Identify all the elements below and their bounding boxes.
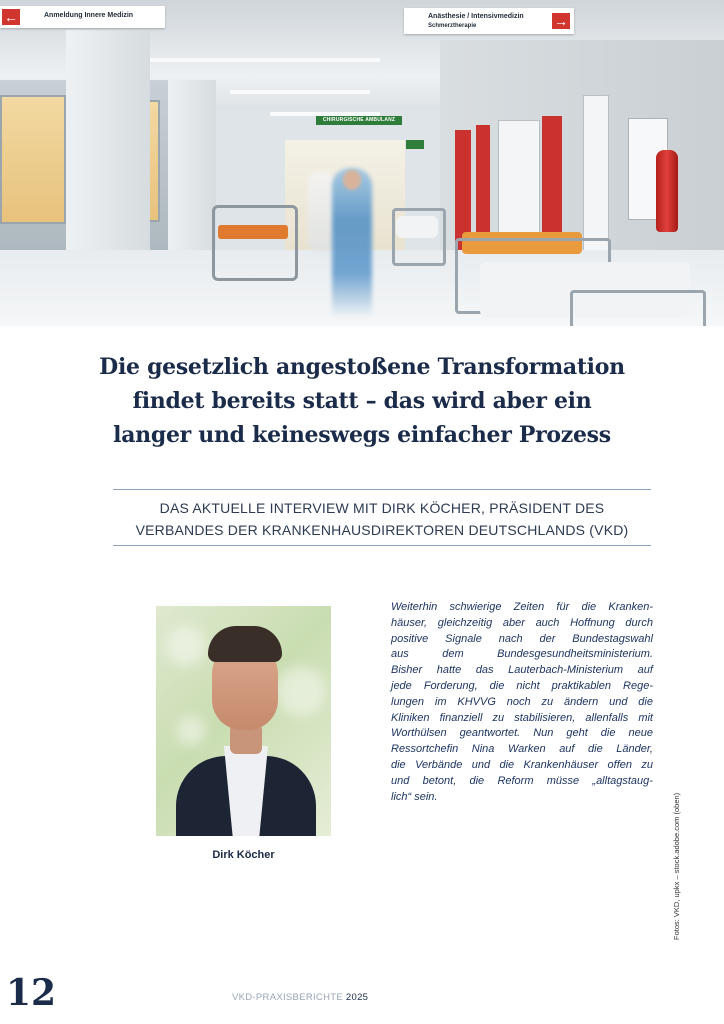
hospital-bed: [570, 290, 706, 326]
ceiling-light: [230, 90, 370, 94]
article-subtitle: [100, 497, 664, 541]
intro-line: Bisher hatte das Lauterbach-Ministerium auf: [391, 664, 653, 677]
publication-name: VKD-PRAXISBERICHTE: [232, 992, 346, 1003]
ceiling-light: [150, 58, 380, 62]
intro-line: lich“ sein.: [391, 790, 438, 803]
intro-line: positive Signale nach der Bundestagswahl: [391, 632, 653, 645]
mattress: [396, 216, 438, 238]
headline-line: Die gesetzlich angestoßene Transformation: [99, 354, 625, 380]
subtitle-line: VERBANDES DER KRANKENHAUSDIREKTOREN DEUTSCHLANDS (VKD): [135, 522, 629, 538]
portrait-photo: [156, 606, 331, 836]
blurred-nurse-head: [343, 170, 361, 190]
subtitle-line: DAS AKTUELLE INTERVIEW MIT DIRK KÖCHER, PRÄSIDENT DES: [159, 500, 605, 516]
intro-line: Kliniken finanziell zu stabilisieren, allenfalls mit: [391, 711, 653, 724]
blurred-person: [308, 172, 334, 252]
door-panel: [498, 120, 540, 237]
portrait-hair: [208, 626, 282, 662]
bokeh: [166, 626, 206, 666]
intro-line: und betont, die Reform müsse „alltagstaug-: [391, 774, 653, 787]
intro-line: Worthülsen geantwortet. Nun geht die neue: [391, 727, 653, 740]
ambulance-sign: CHIRURGISCHE AMBULANZ: [316, 116, 402, 125]
subtitle-rule-bottom: [113, 545, 651, 546]
intro-line: Ressortchefin Nina Warken auf die Länder,: [391, 743, 653, 756]
article-headline: [62, 350, 662, 452]
headline-line: findet bereits statt – das wird aber ein: [132, 388, 592, 414]
portrait-caption: Dirk Köcher: [212, 849, 275, 861]
trolley: [212, 205, 298, 281]
arrow-left-icon: ←: [4, 9, 18, 25]
intro-line: häuser, gleichzeitig aber auch Hoffnung durch: [391, 616, 653, 629]
sign-sublabel: Schmerztherapie: [428, 23, 477, 29]
window: [0, 95, 66, 224]
sign-internal-medicine: [0, 6, 165, 28]
trolley-tray: [218, 225, 288, 239]
intro-line: aus dem Bundesgesundheitsministerium.: [391, 648, 653, 661]
arrow-right-icon: →: [554, 13, 568, 29]
bokeh: [276, 666, 326, 716]
photo-credit: Fotos: VKD, upkx – stock.adobe.com (oben): [672, 792, 681, 940]
sign-anesthesia: [404, 8, 574, 34]
bokeh: [176, 716, 206, 746]
exit-sign: [406, 140, 424, 149]
sign-label: Anmeldung Innere Medizin: [44, 12, 134, 19]
publication-year: 2025: [345, 992, 369, 1003]
headline-line: langer und keineswegs einfacher Prozess: [113, 422, 611, 448]
intro-line: Weiterhin schwierige Zeiten für die Kranken-: [391, 601, 653, 613]
blurred-nurse: [332, 168, 372, 318]
page-number: 12: [6, 972, 57, 1014]
intro-line: die Verbände und die Krankenhäuser offen zu: [391, 758, 653, 771]
subtitle-rule-top: [113, 489, 651, 490]
sign-label: Anästhesie / Intensivmedizin: [428, 13, 524, 20]
intro-paragraph: [391, 600, 653, 805]
fire-extinguisher-icon: [656, 150, 678, 232]
intro-line: jede Forderung, die nicht praktikablen Rege-: [391, 679, 653, 692]
publication-footer: [232, 992, 368, 1003]
hero-photo: [0, 0, 724, 326]
intro-line: lungen im KHVVG noch zu ändern und die: [391, 695, 653, 708]
